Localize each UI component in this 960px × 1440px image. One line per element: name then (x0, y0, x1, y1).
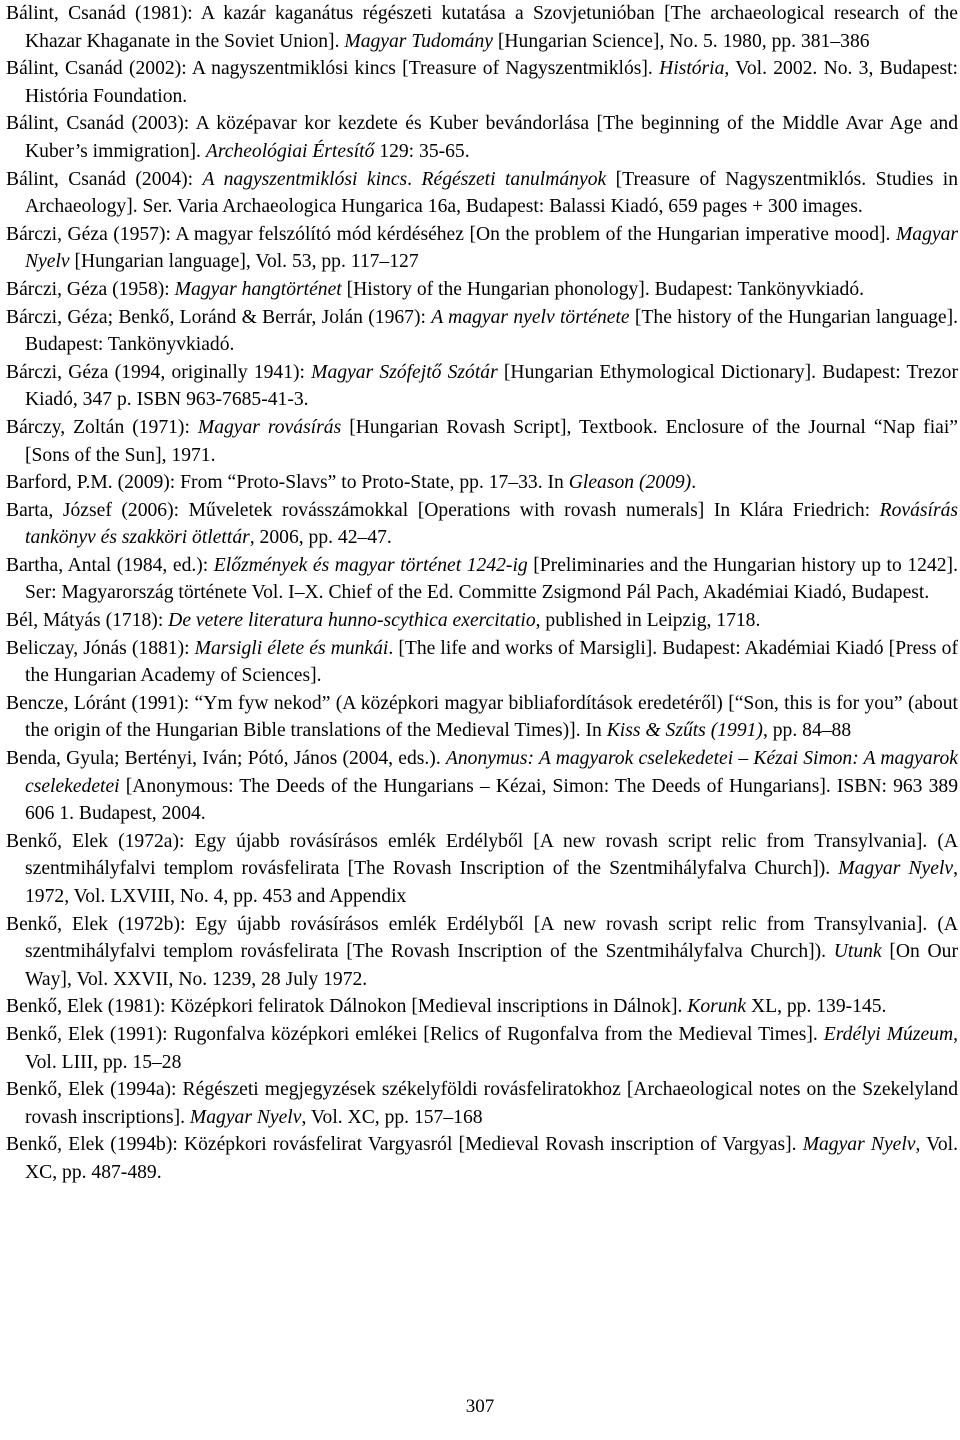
entry-text: Bárczy, Zoltán (1971): (6, 416, 198, 438)
entry-text: Benda, Gyula; Bertényi, Iván; Pótó, János (2004, eds.). (6, 748, 446, 770)
entry-italic-text: Anonymus: A magyarok cselekedetei – Kézai Simon: A magyarok cselekedetei (25, 748, 958, 797)
bibliography-entry (6, 1021, 958, 1076)
entry-text: Bárczi, Géza; Benkő, Loránd & Berrár, Jolán (1967): (6, 306, 432, 328)
entry-italic-text: Magyar Tudomány (344, 30, 493, 52)
bibliography-entry (6, 414, 958, 469)
entry-text: Bencze, Lóránt (1991): “Ym fyw nekod” (A középkori magyar bibliafordítások eredetéről) [“Son, this is for you” (about the origin of the Hungarian Bible translations of the Medieval Times)]. In (6, 692, 958, 742)
bibliography-entry (6, 0, 958, 55)
bibliography-entry (6, 166, 958, 221)
entry-text: . (691, 472, 697, 494)
entry-text: , Vol. XC, pp. 157–168 (301, 1106, 483, 1128)
entry-text: [Hungarian Science], No. 5. 1980, pp. 381–386 (492, 30, 870, 52)
entry-italic-text: Erdélyi Múzeum (823, 1023, 954, 1045)
entry-text: [Hungarian Ethymological Dictionary]. Budapest: Trezor Kiadó, 347 p. ISBN 963-7685-41-3. (25, 361, 958, 411)
entry-text: Benkő, Elek (1972b): Egy újabb rovásírásos emlék Erdélyből [A new rovash script relic from Transylvania]. (A szentmihályfalvi templom rovásfelirata [The Rovash Inscription of the Szentmihályfalva Church]). (6, 913, 958, 963)
entry-text: , Vol. XC, pp. 487-489. (25, 1134, 958, 1183)
entry-text: [The history of the Hungarian language]. Budapest: Tankönyvkiadó. (25, 306, 958, 356)
entry-text: Bálint, Csanád (2004): (6, 168, 203, 190)
entry-text: Benkő, Elek (1994b): Középkori rovásfelirat Vargyasról [Medieval Rovash inscription of Vargyas]. (6, 1134, 803, 1156)
entry-italic-text: Gleason (2009) (568, 472, 692, 494)
entry-text: [Anonymous: The Deeds of the Hungarians – Kézai, Simon: The Deeds of Hungarians]. ISBN: 963 389 606 1. Budapest, 2004. (25, 775, 958, 825)
bibliography-entry (6, 690, 958, 745)
entry-text: [Hungarian Rovash Script], Textbook. Enclosure of the Journal “Nap fiai” [Sons of the Sun], 1971. (25, 416, 958, 466)
entry-italic-text: Korunk (687, 996, 747, 1018)
bibliography-entry (6, 911, 958, 994)
entry-text: , pp. 84–88 (762, 720, 852, 742)
bibliography-entry (6, 497, 958, 552)
entry-text: . [The life and works of Marsigli]. Budapest: Akadémiai Kiadó [Press of the Hungarian Academy of Sciences]. (25, 637, 958, 687)
bibliography-entry (6, 359, 958, 414)
entry-text: , 1972, Vol. LXVIII, No. 4, pp. 453 and Appendix (25, 858, 958, 907)
bibliography-entry (6, 221, 958, 276)
entry-text: Benkő, Elek (1981): Középkori feliratok Dálnokon [Medieval inscriptions in Dálnok]. (6, 996, 688, 1018)
entry-text: Benkő, Elek (1991): Rugonfalva középkori emlékei [Relics of Rugonfalva from the Medieval Times]. (6, 1023, 824, 1045)
entry-text: Barta, József (2006): Műveletek rovásszámokkal [Operations with rovash numerals] In Klára Friedrich: (6, 499, 880, 521)
entry-text: 129: 35-65. (374, 140, 470, 162)
bibliography-entry (6, 993, 958, 1021)
entry-italic-text: Archeológiai Értesítő (205, 140, 375, 162)
entry-italic-text: Magyar rovásírás (197, 416, 342, 438)
entry-italic-text: Rovásírás tankönyv és szakköri ötlettár (25, 499, 958, 549)
entry-text: , 2006, pp. 42–47. (249, 527, 392, 549)
entry-text: Bálint, Csanád (2002): A nagyszentmiklósi kincs [Treasure of Nagyszentmiklós]. (6, 58, 660, 80)
bibliography-entry (6, 55, 958, 110)
entry-italic-text: Magyar Nyelv (25, 223, 958, 273)
bibliography-entry (6, 1076, 958, 1131)
bibliography-entry (6, 304, 958, 359)
entry-text: , Vol. 2002. No. 3, Budapest: História Foundation. (25, 58, 958, 107)
entry-italic-text: A nagyszentmiklósi kincs (202, 168, 408, 190)
entry-text: . (407, 168, 422, 190)
bibliography-entry (6, 1131, 958, 1186)
bibliography-entry (6, 635, 958, 690)
entry-text: Bél, Mátyás (1718): (6, 610, 169, 632)
entry-italic-text: Magyar hangtörténet (174, 278, 342, 300)
page-number: 307 (465, 1396, 495, 1417)
entry-italic-text: Régészeti tanulmányok (421, 168, 607, 190)
entry-text: [Preliminaries and the Hungarian history up to 1242]. Ser: Magyarország története Vol. I–X. Chief of the Ed. Committe Zsigmond Pál Pach, Akadémiai Kiadó, Budapest. (25, 554, 958, 604)
entry-italic-text: Utunk (833, 941, 882, 963)
entry-text: Benkő, Elek (1994a): Régészeti megjegyzések székelyföldi rovásfeliratokhoz [Archaeological notes on the Szekelyland rovash inscriptions]. (6, 1079, 958, 1128)
bibliography-entry (6, 552, 958, 607)
entry-italic-text: Kiss & Szűts (1991) (606, 720, 763, 742)
bibliography-entry (6, 110, 958, 165)
entry-text: Bárczi, Géza (1994, originally 1941): (6, 361, 312, 383)
entry-text: , Vol. LIII, pp. 15–28 (25, 1023, 958, 1073)
bibliography-entry (6, 276, 958, 304)
entry-text: Barford, P.M. (2009): From “Proto-Slavs” to Proto-State, pp. 17–33. In (6, 472, 569, 494)
entry-italic-text: Magyar Nyelv (189, 1106, 302, 1128)
entry-text: Bárczi, Géza (1958): (6, 278, 175, 300)
bibliography-entry (6, 469, 958, 497)
entry-text: , published in Leipzig, 1718. (535, 610, 761, 632)
entry-text: Benkő, Elek (1972a): Egy újabb rovásírásos emlék Erdélyből [A new rovash script relic from Transylvania]. (A szentmihályfalvi templom rovásfelirata [The Rovash Inscription of the Szentmihályfalva Church]). (6, 830, 958, 880)
bibliography-list (6, 0, 958, 1187)
entry-text: Bartha, Antal (1984, ed.): (6, 554, 214, 576)
entry-text: Bárczi, Géza (1957): A magyar felszólító mód kérdéséhez [On the problem of the Hungarian imperative mood]. (6, 223, 896, 245)
entry-text: [Treasure of Nagyszentmiklós. Studies in Archaeology]. Ser. Varia Archaeologica Hungarica 16a, Budapest: Balassi Kiadó, 659 pages + 300 images. (25, 168, 959, 218)
entry-italic-text: Magyar Nyelv (838, 858, 954, 880)
entry-text: XL, pp. 139-145. (746, 996, 887, 1018)
bibliography-entry (6, 607, 958, 635)
bibliography-entry (6, 828, 958, 911)
entry-text: [On Our Way], Vol. XXVII, No. 1239, 28 July 1972. (25, 941, 958, 990)
entry-text: Beliczay, Jónás (1881): (6, 637, 195, 659)
entry-text: [History of the Hungarian phonology]. Budapest: Tankönyvkiadó. (341, 278, 865, 300)
entry-text: Bálint, Csanád (1981): A kazár kaganátus régészeti kutatása a Szovjetunióban [The archaeological research of the Khazar Khaganate in the Soviet Union]. (6, 3, 958, 52)
entry-italic-text: História (659, 58, 725, 80)
entry-italic-text: Előzmények és magyar történet 1242-ig (213, 554, 528, 576)
entry-italic-text: Marsigli élete és munkái (194, 637, 389, 659)
entry-italic-text: A magyar nyelv története (431, 306, 630, 328)
entry-text: [Hungarian language], Vol. 53, pp. 117–127 (69, 251, 419, 273)
entry-italic-text: De vetere literatura hunno-scythica exercitatio (168, 610, 536, 632)
entry-text: Bálint, Csanád (2003): A középavar kor kezdete és Kuber bevándorlása [The beginning of the Middle Avar Age and Kuber’s immigration]. (6, 113, 958, 162)
bibliography-entry (6, 745, 958, 828)
entry-italic-text: Magyar Szófejtő Szótár (311, 361, 498, 383)
entry-italic-text: Magyar Nyelv (802, 1134, 916, 1156)
